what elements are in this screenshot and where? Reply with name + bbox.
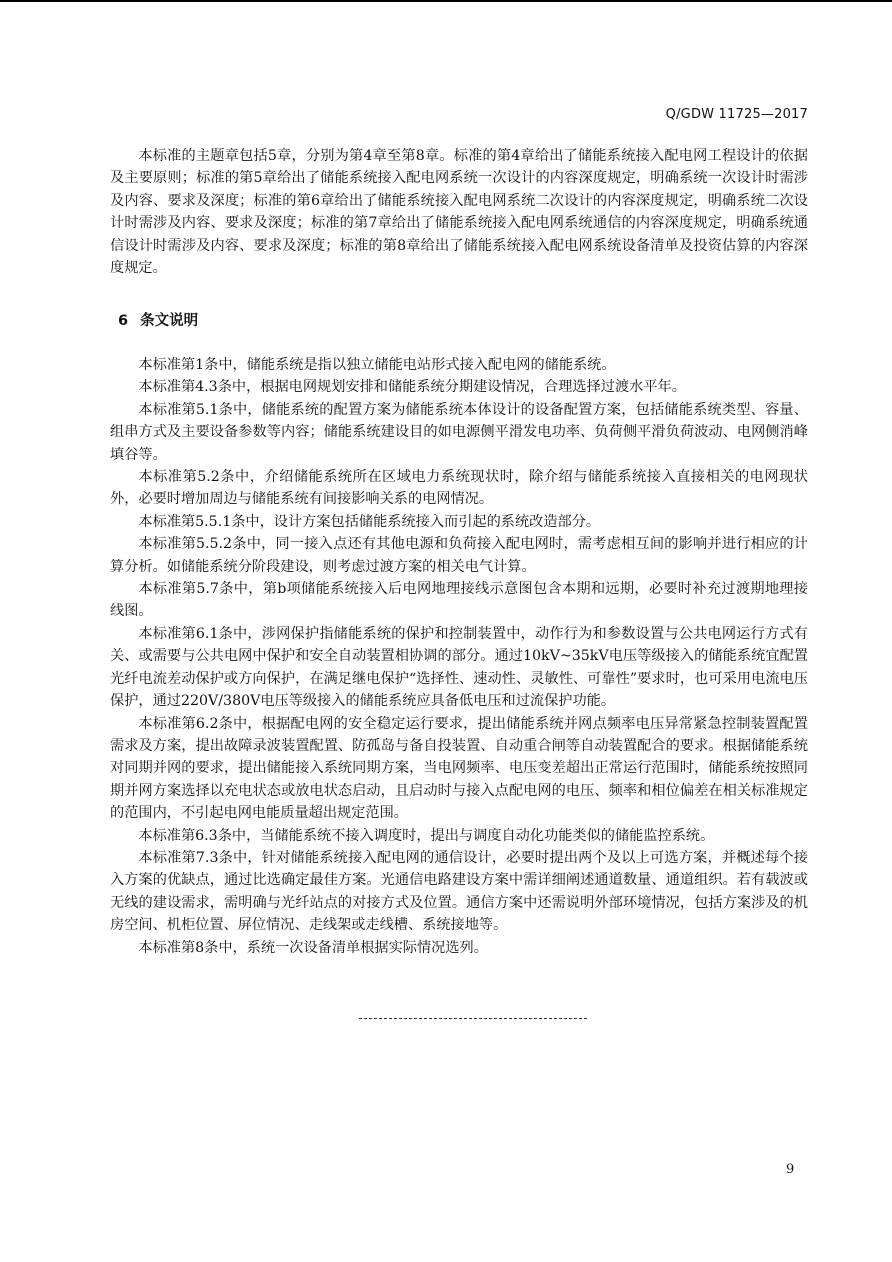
clause-paragraph: 本标准第5.5.1条中，设计方案包括储能系统接入而引起的系统改造部分。 [138, 513, 601, 530]
clause-paragraph: 本标准第4.3条中，根据电网规划安排和储能系统分期建设情况，合理选择过渡水平年。 [138, 379, 686, 396]
clause-paragraph: 本标准第8条中，系统一次设备清单根据实际情况选列。 [138, 939, 488, 956]
clause-paragraph: 本标准第5.7条中，第b项储能系统接入后电网地理接线示意图包含本期和远期，必要时补充过渡期地理接线图。 [110, 581, 808, 620]
standard-code: Q/GDW 11725—2017 [665, 107, 808, 122]
clause-paragraph: 本标准第5.2条中，介绍储能系统所在区域电力系统现状时，除介绍与储能系统接入直接相关的电网现状外，必要时增加周边与储能系统有间接影响关系的电网情况。 [110, 469, 808, 508]
top-border [0, 0, 892, 2]
clause-paragraph: 本标准第6.1条中，涉网保护指储能系统的保护和控制装置中，动作行为和参数设置与公共电网运行方式有关、或需要与公共电网中保护和安全自动装置相协调的部分。通过10kV~35kV电压等级接入的储能系统宜配置光纤电流差动保护或方向保护，在满足继电保护“选择性、速动性、灵敏性、可靠性”要求时，也可采用电流电压保护，通过220V/380V电压等级接入的储能系统应具备低电压和过流保护功能。 [110, 625, 808, 710]
clause-paragraph: 本标准第6.2条中，根据配电网的安全稳定运行要求，提出储能系统并网点频率电压异常紧急控制装置配置需求及方案，提出故障录波装置配置、防孤岛与备自投装置、自动重合闸等自动装置配合的要求。根据储能系统对同期并网的要求，提出储能接入系统同期方案，当电网频率、电压变差超出正常运行范围时，储能系统按照同期并网方案选择以充电状态或放电状态启动，且启动时与接入点配电网的电压、频率和相位偏差在相关标准规定的范围内，不引起电网电能质量超出规定范围。 [110, 715, 808, 822]
clause-paragraph: 本标准第1条中，储能系统是指以独立储能电站形式接入配电网的储能系统。 [138, 357, 616, 373]
end-of-document-rule [359, 1018, 587, 1019]
section-heading [118, 309, 198, 330]
clause-paragraph: 本标准第5.1条中，储能系统的配置方案为储能系统本体设计的设备配置方案，包括储能系统类型、容量、组串方式及主要设备参数等内容；储能系统建设目的如电源侧平滑发电功率、负荷侧平滑负荷波动、电网侧消峰填谷等。 [110, 401, 808, 463]
clause-paragraph: 本标准第6.3条中，当储能系统不接入调度时，提出与调度自动化功能类似的储能监控系统。 [138, 827, 715, 844]
intro-paragraph: 本标准的主题章包括5章，分别为第4章至第8章。标准的第4章给出了储能系统接入配电网工程设计的依据及主要原则；标准的第5章给出了储能系统接入配电网系统一次设计的内容深度规定，明确系统一次设计时需涉及内容、要求及深度；标准的第6章给出了储能系统接入配电网系统二次设计的内容深度规定，明确系统二次设计时需涉及内容、要求及深度；标准的第7章给出了储能系统接入配电网系统通信的内容深度规定，明确系统通信设计时需涉及内容、要求及深度；标准的第8章给出了储能系统接入配电网系统设备清单及投资估算的内容深度规定。 [110, 148, 808, 277]
page-number: 9 [786, 1162, 795, 1177]
intro-block [110, 145, 808, 279]
clause-paragraph: 本标准第7.3条中，针对储能系统接入配电网的通信设计，必要时提出两个及以上可选方案，并概述每个接入方案的优缺点，通过比选确定最佳方案。光通信电路建设方案中需详细阐述通道数量、通道组织。若有载波或无线的建设需求，需明确与光纤站点的对接方式及位置。通信方案中还需说明外部环境情况，包括方案涉及的机房空间、机柜位置、屏位情况、走线架或走线槽、系统接地等。 [110, 849, 808, 934]
section-title: 条文说明 [140, 313, 199, 329]
section-number: 6 [118, 313, 129, 329]
clause-explanations [110, 354, 808, 959]
clause-paragraph: 本标准第5.5.2条中，同一接入点还有其他电源和负荷接入配电网时，需考虑相互间的影响并进行相应的计算分析。如储能系统分阶段建设，则考虑过渡方案的相关电气计算。 [110, 536, 808, 575]
